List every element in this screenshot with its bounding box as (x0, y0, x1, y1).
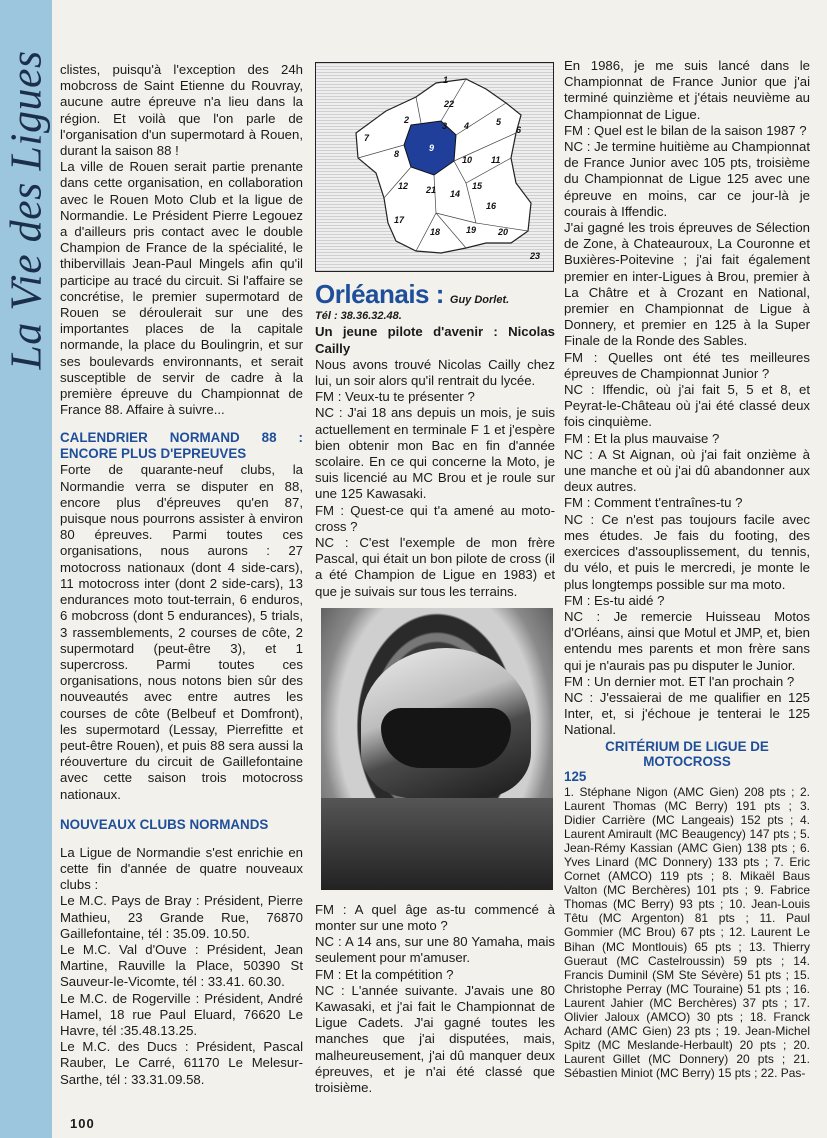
club-entry: Le M.C. Val d'Ouve : Président, Jean Martine, Rauville la Place, 50390 St Sauveur-le-Vicomte, tél : 33.41. 60.30. (60, 941, 303, 990)
interview-question: FM : Quelles ont été tes meilleures épreuves de Championnat Junior ? (564, 349, 810, 381)
map-label: 18 (430, 227, 441, 237)
interview-question: FM : Un dernier mot. ET l'an prochain ? (564, 673, 795, 689)
region-contact-name: Guy Dorlet. (449, 294, 510, 306)
map-label: 21 (426, 185, 437, 195)
interview-question: FM : Veux-tu te présenter ? (315, 389, 475, 405)
visor-shape (381, 708, 511, 768)
region-phone: Tél : 38.36.32.48. (315, 310, 402, 323)
interview-question: FM : Comment t'entraînes-tu ? (564, 495, 743, 511)
section-heading: CALENDRIER NORMAND 88 : ENCORE PLUS D'EPREUVES (60, 430, 303, 462)
map-label: 8 (394, 149, 400, 159)
region-name: Orléanais : (315, 279, 444, 309)
map-label: 14 (450, 189, 461, 199)
interview-question: FM : A quel âge as-tu commencé à monter sur une moto ? (315, 901, 555, 934)
section-title-vertical (0, 50, 56, 370)
section-title-text: La Vie des Ligues (1, 50, 51, 370)
club-entry: Le M.C. des Ducs : Président, Pascal Rauber, Le Carré, 61170 Le Melesur-Sarthe, tél : 33.31.09.58. (60, 1039, 303, 1087)
paragraph: En 1986, je me suis lancé dans le Championnat de France Junior que j'ai terminé quinzième et j'étais neuvième au Championnat de Ligue. (564, 58, 810, 122)
region-heading (315, 279, 555, 309)
paragraph: Nous avons trouvé Nicolas Cailly chez lui, un soir alors qu'il rentrait du lycée. (315, 356, 555, 389)
paragraph: La ville de Rouen serait partie prenante dans cette organisation, en collaboration avec le Rouen Moto Club et la ligue de Normandie. Le Président Pierre Legouez a d'ailleurs pris contact avec le double Champion de France de la spécialité, le thibervillais Jean-Paul Mingels afin qu'il participe au tracé du circuit. Si l'affaire se concrétise, le premier supermotard de Rouen se déroulerait sur une des importantes places de la capitale normande, la place du Boulingrin, et sur ses boulevards environnants, et serait susceptible de servir de cadre à la première épreuve du Championnat de France 88. Affaire à suivre... (60, 159, 303, 418)
results-class: 125 (564, 768, 587, 784)
map-label: 20 (498, 227, 509, 237)
map-label: 22 (444, 99, 455, 109)
club-entry: Le M.C. de Rogerville : Président, André Hamel, 18 rue Paul Eluard, 76620 Le Havre, tél :35.48.13.25. (60, 990, 303, 1038)
results-heading: CRITÉRIUM DE LIGUE DE MOTOCROSS (605, 738, 769, 769)
map-label: 4 (464, 121, 470, 131)
interview-answer: NC : A 14 ans, sur une 80 Yamaha, mais seulement pour m'amuser. (315, 934, 555, 966)
interview-answer: NC : A St Aignan, où j'ai fait onzième à une manche et où j'ai dû abandonner aux deux autres. (564, 446, 810, 495)
map-label: 1 (443, 75, 449, 85)
paragraph: J'ai gagné les trois épreuves de Sélection de Zone, à Chateauroux, La Couronne et Buxières-Poitevine ; j'ai fait également premier en inter-Ligues à Brou, premier à La Châtre et à Crozant en National, premier en Championnat de Ligue à Donnery, et premier en 125 à la Super Finale de la Ronde des Sables. (564, 220, 810, 349)
interview-answer: NC : L'année suivante. J'avais une 80 Kawasaki, et j'ai fait le Championnat de Ligue Cadets. J'ai gagné toutes les manches que j'ai disputées, mais, malheureusement, j'ai dû manquer deux épreuves, et je n'ai été classé que troisième. (315, 982, 555, 1096)
column-2 (315, 62, 555, 1096)
results-list: 1. Stéphane Nigon (AMC Gien) 208 pts ; 2. Laurent Thomas (MC Berry) 191 pts ; 3. Didier Carrière (MC Langeais) 152 pts ; 4. Laurent Amirault (MC Beaugency) 147 pts ; 5. Jean-Rémy Kassian (AMC Gien) 138 pts ; 6. Yves Linard (MC Donnery) 133 pts ; 7. Eric Cornet (AMCO) 119 pts ; 8. Mikaël Baus Valton (MC Berchères) 101 pts ; 9. Fabrice Thomas (MC Berry) 93 pts ; 10. Jean-Louis Têtu (MC Argenton) 81 pts ; 11. Paul Gommier (MC Brou) 67 pts ; 12. Laurent Le Bihan (MC Montlouis) 65 pts ; 13. Thierry Gueraut (MC Castelroussin) 59 pts ; 14. Francis Duminil (SM Ste Sévère) 51 pts ; 15. Christophe Perray (MC Touraine) 51 pts ; 16. Laurent Jahier (MC Berchères) 37 pts ; 17. Olivier Jaloux (AMCO) 30 pts ; 18. Franck Achard (AMC Gien) 23 pts ; 19. Jean-Michel Spitz (MC Meslande-Herbault) 20 pts ; 20. Laurent Gillet (MC Donnery) 20 pts ; 21. Sébastien Miniot (MC Berry) 15 pts ; 22. Pas- (564, 784, 810, 1081)
map-label: 17 (394, 215, 405, 225)
interview-answer: NC : Je remercie Huisseau Motos d'Orléans, ainsi que Motul et JMP, et, bien entendu mes parents et mon frère sans qui je n'aurais pas pu disputer le Junior. (564, 608, 810, 673)
interview-answer: NC : Iffendic, où j'ai fait 5, 5 et 8, et Peyrat-le-Château où j'ai été classé deux fois cinquième. (564, 382, 810, 430)
interview-answer: NC : J'ai 18 ans depuis un mois, je suis actuellement en terminale F 1 et j'espère bien obtenir mon Bac en fin d'année scolaire. En ce qui concerne la Moto, je suis licencié au MC Brou et je roule sur une 125 Kawasaki. (315, 405, 555, 502)
map-label: 10 (462, 155, 473, 165)
map-label: 23 (530, 251, 541, 261)
section-heading: NOUVEAUX CLUBS NORMANDS (60, 816, 269, 832)
jacket-shape (321, 798, 553, 890)
map-label: 7 (364, 133, 370, 143)
map-label: 5 (496, 117, 502, 127)
interview-answer: NC : J'essaierai de me qualifier en 125 Inter, et, si j'échoue je tenterai le 125 National. (564, 689, 810, 738)
interview-question: FM : Quest-ce qui t'a amené au moto-cross ? (315, 502, 555, 534)
interview-answer: NC : C'est l'exemple de mon frère Pascal, qui était un bon pilote de cross (il a été Champion de Ligue en 1983) et que je suivais sur tous les terrains. (315, 535, 555, 599)
club-entry: Le M.C. Pays de Bray : Président, Pierre Mathieu, 23 Grande Rue, 76870 Gaillefontaine, tél : 35.09. 10.50. (60, 893, 303, 941)
interview-question: FM : Quel est le bilan de la saison 1987 ? (564, 122, 807, 138)
column-3 (564, 58, 810, 1081)
interview-answer: NC : Je termine huitième au Championnat de France Junior avec 105 pts, troisième du Championnat de Ligue 125 avec une épreuve en moins, car ce jour-là je courais à Iffendic. (564, 139, 810, 219)
paragraph: La Ligue de Normandie s'est enrichie en cette fin d'année de quatre nouveaux clubs : (60, 844, 303, 893)
column-1 (60, 62, 303, 1088)
paragraph: clistes, puisqu'à l'exception des 24h mobcross de Saint Etienne du Rouvray, aucune autre épreuve n'a lieu dans la région. Et voilà que l'on parle de l'organisation d'un supermotard à Rouen, durant la saison 88 ! (60, 62, 303, 159)
sidebar-band (0, 0, 52, 1138)
interview-question: FM : Es-tu aidé ? (564, 592, 665, 608)
interview-answer: NC : Ce n'est pas toujours facile avec mes études. Je fais du footing, des exercices d'assouplissement, du tennis, du vélo, et puis le mercredi, je monte le plus longtemps possible sur ma moto. (564, 511, 810, 592)
rider-photo (321, 608, 553, 890)
map-label: 15 (472, 181, 483, 191)
map-label: 16 (486, 201, 497, 211)
map-label: 2 (404, 115, 410, 125)
interview-question: FM : Et la compétition ? (315, 966, 454, 982)
article-heading: Un jeune pilote d'avenir : Nicolas Cailly (315, 324, 555, 356)
map-label: 9 (429, 143, 435, 153)
paragraph: Forte de quarante-neuf clubs, la Normandie verra se disputer en 88, encore plus d'épreuves qu'en 87, puisque nous pourrons assister à environ 80 épreuves. Parmi toutes ces organisations, nous aurons : 27 motocross nationaux (dont 4 side-cars), 11 motocross inter (dont 2 side-cars), 13 endurances moto tout-terrain, 6 enduros, 6 mobcross (dont 5 endurances), 5 trials, 3 rassemblements, 2 courses de côte, 2 supermotard (peut-être 3), et 1 supercross. Parmi toutes ces organisations, nous notons bien sûr des nouveautés avec entre autres les courses de côte (Belbeuf et Domfront), les supermotard (Lessay, Pierrefitte et peut-être Rouen), et puis 88 sera aussi la réouverture du circuit de Gaillefontaine avec cette saison trois motocross nationaux. (60, 462, 303, 802)
map-label: 3 (442, 121, 448, 131)
map-label: 12 (398, 181, 409, 191)
map-label: 19 (466, 225, 477, 235)
interview-question: FM : Et la plus mauvaise ? (564, 430, 720, 446)
map-label: 11 (491, 155, 501, 165)
france-regions-map (315, 62, 554, 272)
page-number: 100 (70, 1116, 95, 1131)
map-label: 6 (516, 125, 522, 135)
map-graphic (316, 63, 553, 271)
